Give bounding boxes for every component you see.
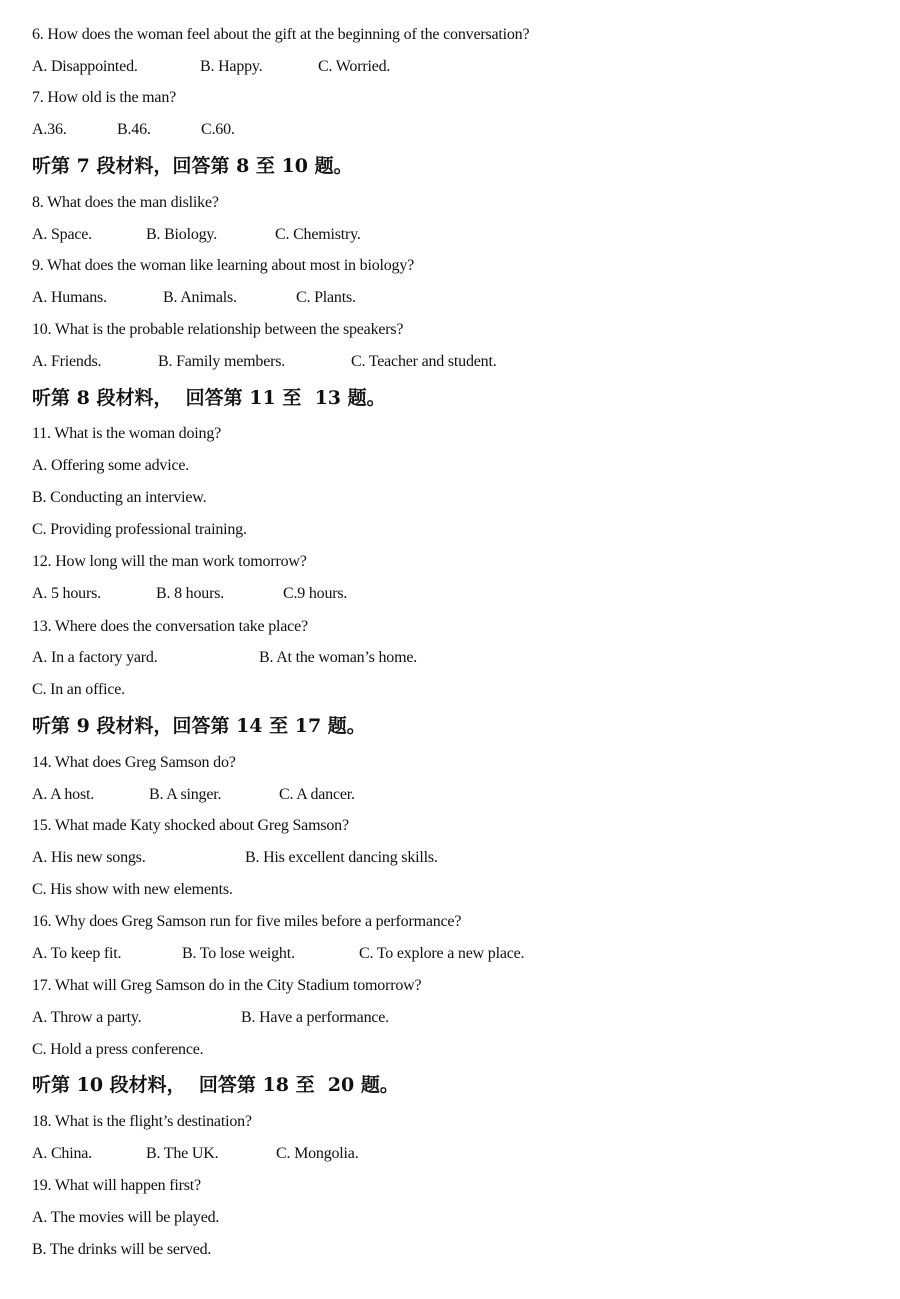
options-17 (32, 1008, 632, 1028)
option-15c: C. His show with new elements. (32, 881, 233, 898)
options-6 (32, 57, 632, 77)
options-12 (32, 584, 632, 604)
question-15: 15. What made Katy shocked about Greg Samson? (32, 817, 349, 834)
question-17: 17. What will Greg Samson do in the City Stadium tomorrow? (32, 977, 422, 994)
question-13: 13. Where does the conversation take place? (32, 618, 308, 635)
option-8c: C. Chemistry. (275, 226, 361, 243)
options-9 (32, 288, 632, 308)
question-14: 14. What does Greg Samson do? (32, 754, 236, 771)
option-13c: C. In an office. (32, 681, 125, 698)
option-6a: A. Disappointed. (32, 58, 138, 75)
option-7a: A.36. (32, 121, 67, 138)
question-8: 8. What does the man dislike? (32, 194, 219, 211)
question-9: 9. What does the woman like learning about most in biology? (32, 257, 415, 274)
option-9a: A. Humans. (32, 289, 107, 306)
option-15b: B. His excellent dancing skills. (245, 849, 438, 866)
question-10: 10. What is the probable relationship between the speakers? (32, 321, 404, 338)
option-17b: B. Have a performance. (241, 1009, 389, 1026)
question-7: 7. How old is the man? (32, 89, 177, 106)
option-7b: B.46. (117, 121, 151, 138)
options-15 (32, 848, 632, 868)
options-14 (32, 785, 632, 805)
option-17c: C. Hold a press conference. (32, 1041, 204, 1058)
question-16: 16. Why does Greg Samson run for five miles before a performance? (32, 913, 462, 930)
option-12b: B. 8 hours. (156, 585, 225, 602)
section-heading-10: 听第 10 段材料， 回答第 18 至 20 题。 (32, 1074, 399, 1096)
option-6c: C. Worried. (318, 58, 391, 75)
options-10 (32, 352, 632, 372)
options-18 (32, 1144, 632, 1164)
question-11: 11. What is the woman doing? (32, 425, 222, 442)
question-19: 19. What will happen first? (32, 1177, 201, 1194)
option-19b: B. The drinks will be served. (32, 1241, 212, 1258)
option-18c: C. Mongolia. (276, 1145, 359, 1162)
option-16a: A. To keep fit. (32, 945, 122, 962)
options-8 (32, 225, 632, 245)
section-heading-7: 听第 7 段材料，回答第 8 至 10 题。 (32, 155, 353, 177)
option-8a: A. Space. (32, 226, 92, 243)
option-14b: B. A singer. (149, 786, 222, 803)
option-10a: A. Friends. (32, 353, 102, 370)
option-7c: C.60. (201, 121, 235, 138)
options-7 (32, 120, 632, 140)
option-6b: B. Happy. (200, 58, 263, 75)
option-15a: A. His new songs. (32, 849, 146, 866)
option-16c: C. To explore a new place. (359, 945, 525, 962)
options-16 (32, 944, 632, 964)
option-18a: A. China. (32, 1145, 92, 1162)
option-11c: C. Providing professional training. (32, 521, 247, 538)
option-10c: C. Teacher and student. (351, 353, 497, 370)
question-6: 6. How does the woman feel about the gift at the beginning of the conversation? (32, 26, 530, 43)
option-12c: C.9 hours. (283, 585, 348, 602)
option-11a: A. Offering some advice. (32, 457, 190, 474)
option-16b: B. To lose weight. (182, 945, 295, 962)
option-8b: B. Biology. (146, 226, 217, 243)
option-9c: C. Plants. (296, 289, 356, 306)
question-12: 12. How long will the man work tomorrow? (32, 553, 307, 570)
options-13 (32, 648, 632, 668)
option-13a: A. In a factory yard. (32, 649, 158, 666)
question-18: 18. What is the flight’s destination? (32, 1113, 252, 1130)
option-11b: B. Conducting an interview. (32, 489, 207, 506)
option-13b: B. At the woman’s home. (259, 649, 418, 666)
section-heading-9: 听第 9 段材料，回答第 14 至 17 题。 (32, 715, 366, 737)
option-14a: A. A host. (32, 786, 95, 803)
option-12a: A. 5 hours. (32, 585, 101, 602)
section-heading-8: 听第 8 段材料， 回答第 11 至 13 题。 (32, 387, 386, 409)
option-14c: C. A dancer. (279, 786, 355, 803)
option-17a: A. Throw a party. (32, 1009, 142, 1026)
option-19a: A. The movies will be played. (32, 1209, 220, 1226)
option-10b: B. Family members. (158, 353, 286, 370)
option-9b: B. Animals. (163, 289, 237, 306)
option-18b: B. The UK. (146, 1145, 219, 1162)
